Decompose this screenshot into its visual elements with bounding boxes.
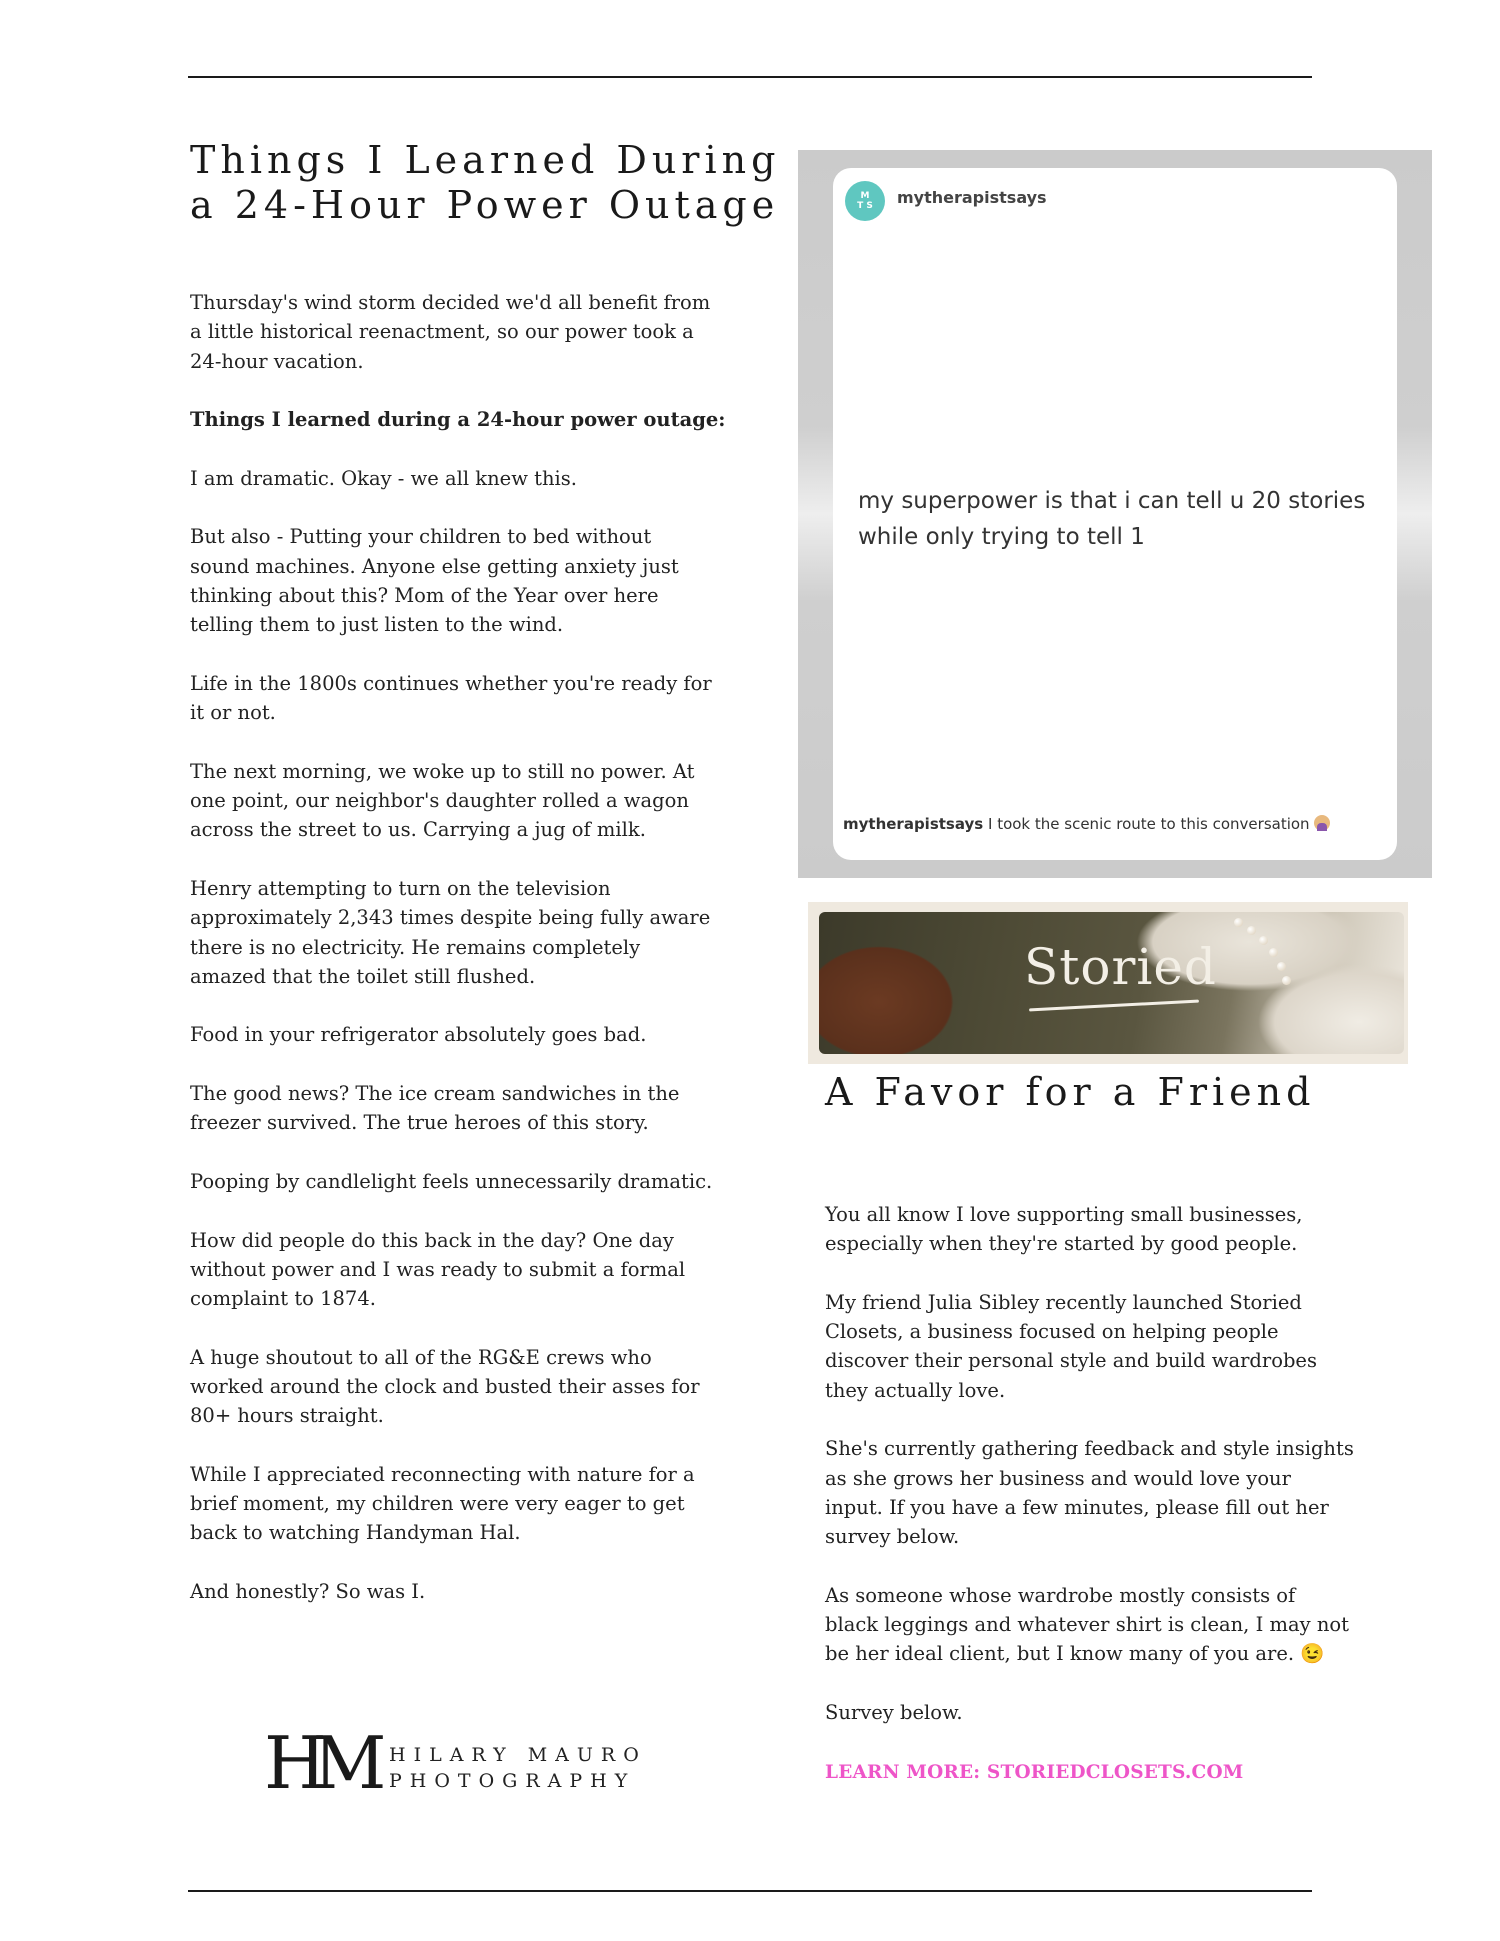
post-caption (843, 815, 1391, 833)
storied-logo-word: Storied (1024, 938, 1217, 996)
favor-paragraph-3: She's currently gathering feedback and style insights as she grows her business and would love your input. If you have a few minutes, please fill out her survey below. (825, 1437, 1354, 1549)
article-paragraph-14: And honestly? So was I. (190, 1580, 426, 1604)
article-body (190, 288, 750, 1636)
post-quote: my superpower is that i can tell u 20 stories while only trying to tell 1 (858, 488, 1366, 550)
article-paragraph-3: I am dramatic. Okay - we all knew this. (190, 466, 577, 490)
learn-more-link[interactable]: LEARN MORE: STORIEDCLOSETS.COM (825, 1761, 1244, 1783)
caption-text: I took the scenic route to this conversation (983, 815, 1310, 833)
article-paragraph-6: The next morning, we woke up to still no power. At one point, our neighbor's daughter rolled a wagon across the street to us. Carrying a jug of milk. (190, 759, 695, 842)
pearl-icon (1269, 948, 1278, 957)
social-post-card (833, 168, 1397, 860)
article-title: Things I Learned During a 24-Hour Power Outage (190, 138, 781, 227)
top-rule (188, 76, 1312, 78)
favor-paragraph-5: Survey below. (825, 1701, 963, 1725)
article-paragraph-1: Thursday's wind storm decided we'd all benefit from a little historical reenactment, so our power took a 24-hour vacation. (190, 291, 711, 373)
article-paragraph-12: A huge shoutout to all of the RG&E crews who worked around the clock and busted their asses for 80+ hours straight. (190, 1345, 700, 1428)
favor-paragraph-4: As someone whose wardrobe mostly consists of black leggings and whatever shirt is clean, I may not be her ideal client, but I know many of you are. 😉 (825, 1583, 1349, 1666)
pearl-icon (1277, 962, 1286, 971)
favor-body (825, 1200, 1365, 1816)
logo-name: HILARY MAURO (389, 1744, 647, 1766)
bottom-rule (188, 1890, 1312, 1892)
pearl-icon (1259, 936, 1268, 945)
favor-paragraph-2: My friend Julia Sibley recently launched Storied Closets, a business focused on helping people discover their personal style and build wardrobes they actually love. (825, 1290, 1317, 1402)
hilary-mauro-logo (264, 1718, 664, 1814)
facepalm-emoji-icon (1314, 815, 1330, 831)
favor-paragraph-1: You all know I love supporting small businesses, especially when they're started by good people. (825, 1203, 1303, 1256)
storied-banner-image (808, 902, 1408, 1064)
article-subheading: Things I learned during a 24-hour power outage: (190, 408, 726, 432)
pearl-icon (1234, 918, 1243, 927)
article-paragraph-9: The good news? The ice cream sandwiches in the freezer survived. The true heroes of this story. (190, 1082, 680, 1135)
logo-subtitle: PHOTOGRAPHY (389, 1770, 636, 1792)
pearl-icon (1247, 926, 1256, 935)
pearl-icon (1282, 976, 1291, 985)
caption-username: mytherapistsays (843, 815, 984, 833)
avatar: M T S (845, 181, 885, 221)
social-post-image (798, 150, 1432, 878)
logo-swash-icon (1029, 1000, 1199, 1012)
favor-title: A Favor for a Friend (825, 1070, 1316, 1114)
article-paragraph-4: But also - Putting your children to bed without sound machines. Anyone else getting anxiety just thinking about this? Mom of the Year over here telling them to just listen to the wind. (190, 525, 679, 637)
article-paragraph-13: While I appreciated reconnecting with nature for a brief moment, my children were very eager to get back to watching Handyman Hal. (190, 1462, 695, 1545)
post-username: mytherapistsays (897, 188, 1047, 207)
article-paragraph-8: Food in your refrigerator absolutely goes bad. (190, 1023, 647, 1047)
article-paragraph-10: Pooping by candlelight feels unnecessarily dramatic. (190, 1169, 713, 1193)
storied-banner (819, 912, 1404, 1054)
article-paragraph-7: Henry attempting to turn on the television approximately 2,343 times despite being fully aware there is no electricity. He remains completely amazed that the toilet still flushed. (190, 876, 711, 988)
logo-monogram: HM (264, 1721, 373, 1805)
article-paragraph-5: Life in the 1800s continues whether you're ready for it or not. (190, 671, 712, 725)
article-paragraph-11: How did people do this back in the day? One day without power and I was ready to submit a formal complaint to 1874. (190, 1228, 686, 1311)
